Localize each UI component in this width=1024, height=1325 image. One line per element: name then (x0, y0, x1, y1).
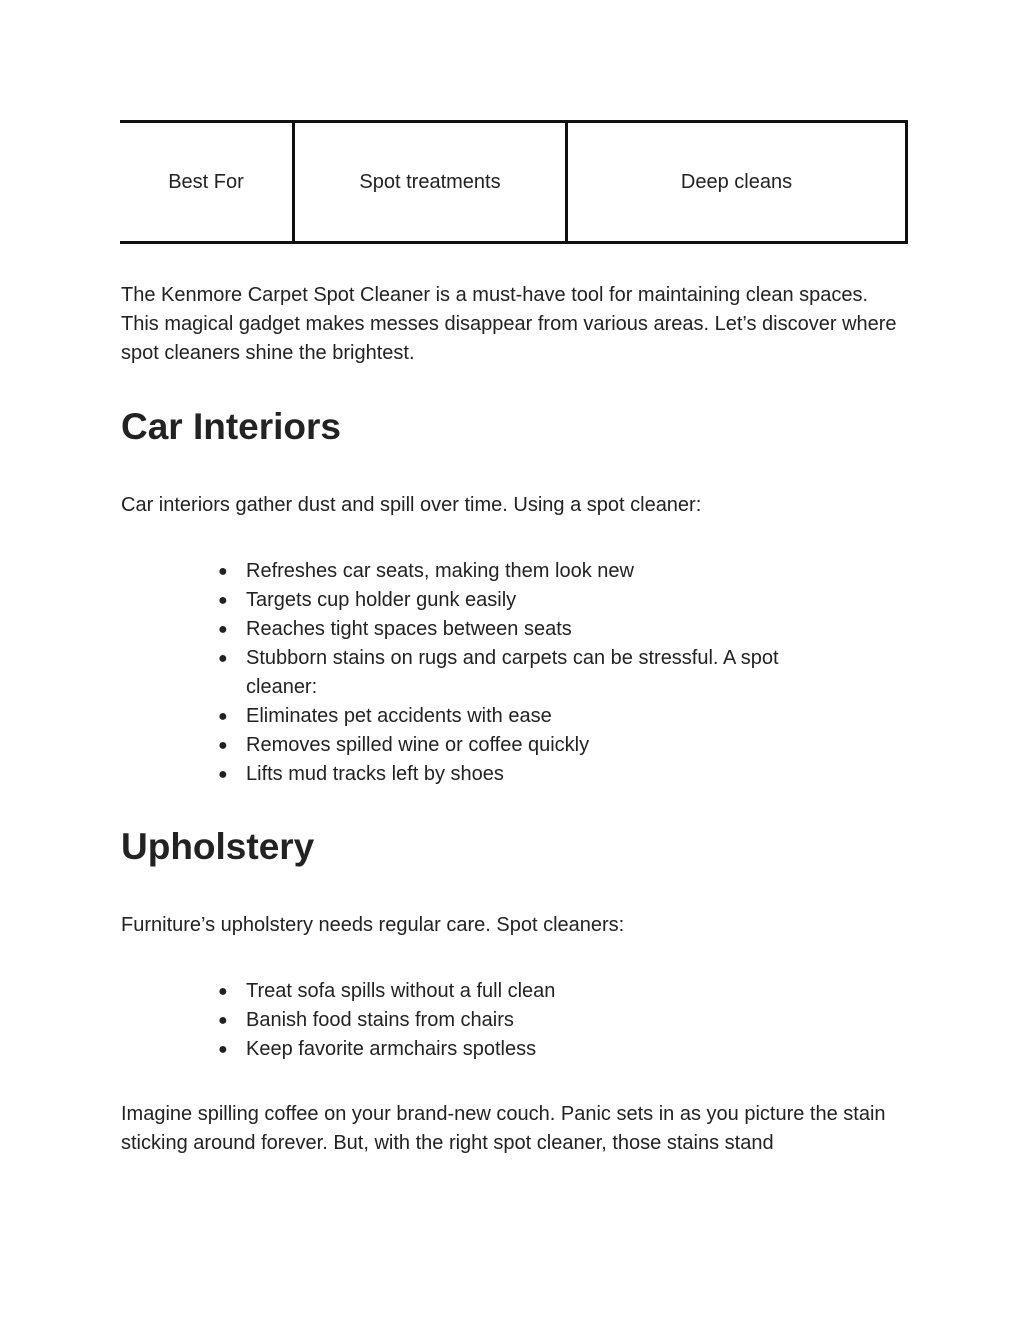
section-heading-car-interiors: Car Interiors (121, 406, 342, 447)
list-item: ● Removes spilled wine or coffee quickly (216, 731, 856, 760)
bullet-icon: ● (218, 621, 228, 638)
bullet-icon: ● (218, 650, 228, 667)
table-row (120, 122, 907, 243)
closing-paragraph: Imagine spilling coffee on your brand-new couch. Panic sets in as you picture the stain sticking around forever. But, with the right spot cleaner, those stains stand (121, 1103, 886, 1154)
list-item: ● Lifts mud tracks left by shoes (216, 760, 856, 789)
bullet-icon: ● (218, 592, 228, 609)
car-interiors-bullet-list (216, 557, 856, 789)
list-item: ● Reaches tight spaces between seats (216, 615, 856, 644)
list-item: ● Banish food stains from chairs (216, 1006, 856, 1035)
bullet-icon: ● (218, 708, 228, 725)
list-item: ● Stubborn stains on rugs and carpets can be stressful. A spot cleaner: (216, 644, 816, 702)
table-cell: Deep cleans (567, 122, 907, 243)
list-item: ● Targets cup holder gunk easily (216, 586, 856, 615)
list-item: ● Eliminates pet accidents with ease (216, 702, 856, 731)
table-cell-label: Best For (120, 122, 294, 243)
bullet-icon: ● (218, 737, 228, 754)
bullet-icon: ● (218, 1012, 228, 1029)
comparison-table (120, 120, 908, 244)
upholstery-bullet-list (216, 977, 856, 1064)
bullet-icon: ● (218, 766, 228, 783)
intro-paragraph: The Kenmore Carpet Spot Cleaner is a must-have tool for maintaining clean spaces. This magical gadget makes messes disappear from various areas. Let’s discover where spot cleaners shine the brightest. (121, 284, 897, 364)
list-item: ● Refreshes car seats, making them look new (216, 557, 856, 586)
section-heading-upholstery: Upholstery (121, 826, 315, 867)
list-item: ● Treat sofa spills without a full clean (216, 977, 856, 1006)
section-lead-paragraph: Car interiors gather dust and spill over time. Using a spot cleaner: (121, 494, 702, 516)
table-cell: Spot treatments (294, 122, 567, 243)
list-item: ● Keep favorite armchairs spotless (216, 1035, 856, 1064)
bullet-icon: ● (218, 563, 228, 580)
bullet-icon: ● (218, 1041, 228, 1058)
section-lead-paragraph: Furniture’s upholstery needs regular care. Spot cleaners: (121, 914, 625, 936)
bullet-icon: ● (218, 983, 228, 1000)
